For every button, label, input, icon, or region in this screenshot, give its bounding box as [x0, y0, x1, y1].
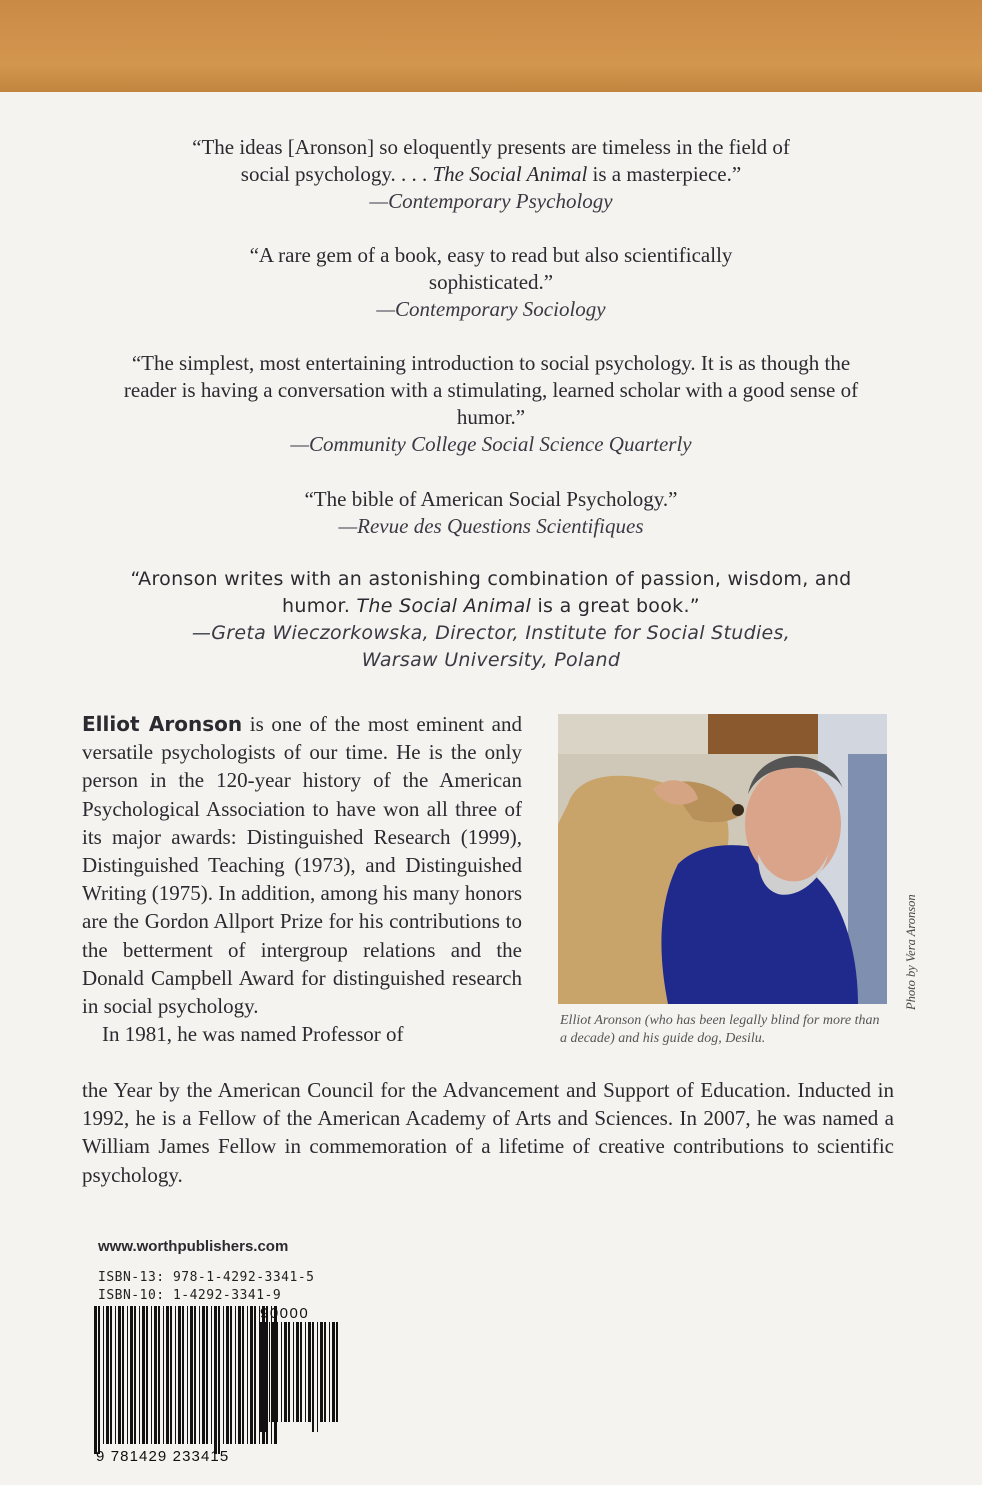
barcode-bar — [130, 1306, 133, 1444]
blurb-3 — [60, 350, 922, 458]
blurb-5-line-1: “Aronson writes with an astonishing combination of passion, wisdom, and — [130, 568, 852, 590]
barcode-bar — [206, 1306, 208, 1444]
author-bio-continued: the Year by the American Council for the Advancement and Support of Education. Inducted in 1992, he is a Fellow of the American Academy of Arts and Sciences. In 2007, he was named a William James Fellow in commemoration of a lifetime of creative contributions to scientific psychology. — [82, 1078, 894, 1187]
barcode-bar — [218, 1306, 220, 1454]
barcode-bar — [194, 1306, 196, 1444]
blurb-3-source: —Community College Social Science Quarterly — [290, 432, 692, 456]
barcode-bar — [127, 1306, 128, 1444]
blurb-5-line-2: humor. The Social Animal is a great book.” — [282, 595, 700, 617]
blurb-1 — [60, 134, 922, 215]
author-bio — [82, 710, 522, 1048]
blurb-5-source: —Greta Wieczorkowska, Director, Institute for Social Studies, — [191, 622, 791, 644]
barcode-bar — [134, 1306, 136, 1444]
barcode-bar — [260, 1322, 263, 1432]
price-code: 90000 — [260, 1305, 310, 1322]
blurb-2 — [60, 242, 922, 323]
barcode-bar — [317, 1322, 318, 1432]
barcode-bar — [139, 1306, 140, 1444]
photo-caption: Elliot Aronson (who has been legally blind for more than a decade) and his guide dog, Desilu. — [560, 1013, 880, 1046]
barcode-bar — [182, 1306, 184, 1444]
barcode-bar — [166, 1306, 169, 1444]
barcode-bar — [247, 1306, 248, 1444]
barcode-bar — [269, 1322, 270, 1422]
barcode-bar — [94, 1306, 97, 1454]
blurb-3-line-3: humor.” — [456, 405, 526, 429]
barcode-bar — [226, 1306, 229, 1444]
blurb-4-source: —Revue des Questions Scientifiques — [338, 514, 644, 538]
barcode-bar — [122, 1306, 124, 1444]
blurb-1-line-1: “The ideas [Aronson] so eloquently presents are timeless in the field of — [192, 135, 790, 159]
barcode-bar — [223, 1306, 224, 1444]
barcode-bar — [151, 1306, 152, 1444]
author-name: Elliot Aronson — [82, 712, 243, 736]
blurb-2-line-1: “A rare gem of a book, easy to read but also scientifically — [249, 243, 733, 267]
barcode-bar — [202, 1306, 205, 1444]
barcode-bar — [154, 1306, 157, 1444]
barcode-bar — [324, 1322, 326, 1422]
blurb-3-line-2: reader is having a conversation with a stimulating, learned scholar with a good sense of — [123, 378, 859, 402]
barcode-bar — [242, 1306, 244, 1444]
barcode-bar — [199, 1306, 200, 1444]
barcode-bar — [336, 1322, 338, 1422]
barcode-bar — [98, 1306, 100, 1454]
barcode-bar — [312, 1322, 314, 1432]
barcode-bar — [103, 1306, 104, 1444]
barcode-bar — [115, 1306, 116, 1444]
author-with-guide-dog-image — [558, 714, 887, 1004]
blurb-2-line-2: sophisticated.” — [428, 270, 554, 294]
publisher-url: www.worthpublishers.com — [98, 1238, 289, 1255]
barcode-bar — [170, 1306, 172, 1444]
cover-top-band — [0, 0, 982, 92]
barcode-bar — [158, 1306, 160, 1444]
ean-barcode — [92, 1306, 278, 1454]
barcode-bar — [250, 1306, 253, 1444]
photo-credit: Photo by Vera Aronson — [904, 894, 918, 1010]
blurb-1-source: —Contemporary Psychology — [369, 189, 613, 213]
barcode-bar — [238, 1306, 241, 1444]
barcode-bar — [300, 1322, 302, 1422]
barcode-bar — [214, 1306, 217, 1454]
barcode-bar — [110, 1306, 112, 1444]
barcode-bar — [284, 1322, 287, 1422]
barcode-bar — [296, 1322, 299, 1422]
barcode-bar — [293, 1322, 294, 1422]
barcode-bar — [288, 1322, 290, 1422]
barcode-bar — [329, 1322, 330, 1422]
barcode-bar — [163, 1306, 164, 1444]
barcode-bar — [146, 1306, 148, 1444]
barcode-bar — [276, 1322, 278, 1422]
isbn-13: ISBN-13: 978-1-4292-3341-5 — [98, 1270, 315, 1285]
book-title: The Social Animal — [432, 162, 588, 186]
barcode-bar — [254, 1306, 256, 1444]
barcode-bar — [175, 1306, 176, 1444]
barcode-bar — [190, 1306, 193, 1444]
price-addon-barcode — [258, 1322, 340, 1432]
barcode-bar — [118, 1306, 121, 1444]
barcode-bar — [264, 1322, 266, 1432]
barcode-bar — [281, 1322, 282, 1422]
barcode-bar — [230, 1306, 232, 1444]
barcode-bar — [332, 1322, 335, 1422]
author-photo — [558, 714, 887, 1004]
ean-digits: 9 781429 233415 — [96, 1448, 230, 1465]
barcode-bar — [305, 1322, 306, 1422]
blurb-4-line-1: “The bible of American Social Psychology.” — [304, 487, 678, 511]
blurb-4 — [60, 486, 922, 540]
blurb-5 — [60, 566, 922, 674]
isbn-10: ISBN-10: 1-4292-3341-9 — [98, 1288, 282, 1303]
barcode-bar — [308, 1322, 311, 1422]
blurb-1-line-2: social psychology. . . . The Social Animal is a masterpiece.” — [240, 162, 742, 186]
barcode-bar — [178, 1306, 181, 1444]
book-title: The Social Animal — [356, 595, 532, 617]
blurb-2-source: —Contemporary Sociology — [376, 297, 606, 321]
blurb-3-line-1: “The simplest, most entertaining introduction to social psychology. It is as though the — [131, 351, 851, 375]
blurb-5-source-line-2: Warsaw University, Poland — [361, 649, 621, 671]
author-bio-paragraph-2-start: In 1981, he was named Professor of — [102, 1022, 404, 1047]
barcode-bar — [187, 1306, 188, 1444]
barcode-bar — [272, 1322, 275, 1422]
barcode-bar — [211, 1306, 212, 1444]
barcode-bar — [142, 1306, 145, 1444]
barcode-bar — [320, 1322, 323, 1422]
author-bio-paragraph-1: is one of the most eminent and versatile psychologists of our time. He is the only person in the 120-year history of the American Psychological Association to have won all three of its major awards: Distinguished Research (1999), Distinguished Teaching (1973), and Distinguished Writing (1975). In addition, among his many honors are the Gordon Allport Prize for his contributions to the betterment of intergroup relations and the Donald Campbell Award for distinguished research in social psychology. — [82, 712, 522, 1019]
barcode-bar — [235, 1306, 236, 1444]
barcode-bar — [106, 1306, 109, 1444]
